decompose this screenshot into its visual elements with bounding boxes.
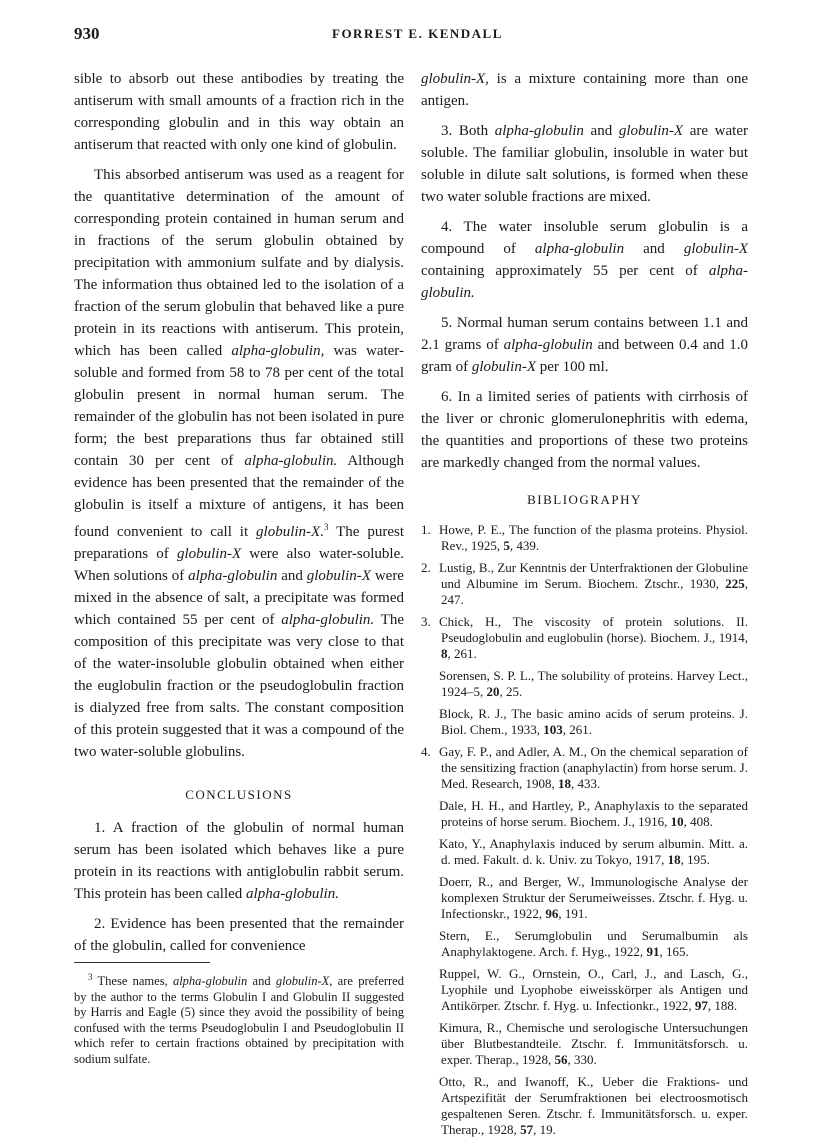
bibliography-entry: Kato, Y., Anaphylaxis induced by serum albumin. Mitt. a. d. med. Fakult. d. k. Univ. zu Tokyo, 1917, 18, 195. bbox=[439, 836, 748, 867]
running-head: FORREST E. KENDALL bbox=[332, 26, 503, 41]
footnote: $^3$ These names, alpha-globulin and globulin-X, are preferred by the author to the terms Globulin I and Globulin II suggested by Harris and Eagle (5) since they avoid the possibility of being confused with the terms Pseudoglobulin I and Pseudoglobulin II which refer to certain fractions obtained by precipitation with sodium sulfate. bbox=[74, 972, 404, 1066]
conclusion-2-continued: globulin-X, is a mixture containing more than one antigen. bbox=[421, 71, 748, 109]
bibliography-heading: BIBLIOGRAPHY bbox=[527, 492, 642, 507]
bibliography-entry: Dale, H. H., and Hartley, P., Anaphylaxis to the separated proteins of horse serum. Biochem. J., 1916, 10, 408. bbox=[439, 798, 748, 829]
page-header bbox=[74, 24, 744, 46]
conclusion-6: 6. In a limited series of patients with cirrhosis of the liver or chronic glomerulonephritis with edema, the quantities and proportions of these two proteins are markedly changed from the normal values. bbox=[421, 389, 748, 471]
bibliography-entry: Kimura, R., Chemische und serologische Untersuchungen über Blutbestandteile. Ztschr. f. Immunitätsforsch. u. exper. Therap., 1928, 56, 330. bbox=[439, 1020, 748, 1067]
bibliography-entry: Stern, E., Serumglobulin und Serumalbumin als Anaphylaktogene. Arch. f. Hyg., 1922, 91, 165. bbox=[439, 928, 748, 959]
paragraph-continued: sible to absorb out these antibodies by treating the antiserum with small amounts of a fraction rich in the corresponding globulin and in this way obtain an antiserum that reacted with only one kind of globulin. bbox=[74, 71, 404, 153]
bibliography-entry: Block, R. J., The basic amino acids of serum proteins. J. Biol. Chem., 1933, 103, 261. bbox=[439, 706, 748, 737]
paragraph-absorbed-antiserum: This absorbed antiserum was used as a reagent for the quantitative determination of the amount of corresponding protein contained in human serum and in fractions of the serum globulin obtained by precipitation with ammonium sulfate and by dialysis. The information thus obtained led to the isolation of a fraction of the serum globulin that behaved like a pure protein in its reactions with antiserum. This protein, which has been called alpha-globulin, was water-soluble and formed from 58 to 78 per cent of the total globulin present in normal human serum. The remainder of the globulin has not been isolated in pure form; the best preparations thus far obtained still contain 30 per cent of alpha-globulin. Although evidence has been presented that the remainder of the globulin is itself a mixture of antigens, it has been found convenient to call it globulin-X.$^3$ The purest preparations of globulin-X were also water-soluble. When solutions of alpha-globulin and globulin-X were mixed in the absence of salt, a precipitate was formed which contained 55 per cent of alpha-globulin. The composition of this precipitate was very close to that of the water-insoluble globulin obtained when either the euglobulin fraction or the pseudoglobulin fraction is dialyzed free from salts. The constant composition of this protein suggested that it was a compound of the two water-soluble globulins. bbox=[74, 167, 404, 760]
right-column bbox=[421, 68, 748, 1144]
footnote-divider bbox=[74, 962, 210, 963]
bibliography-entry: Ruppel, W. G., Ornstein, O., Carl, J., and Lasch, G., Lyophile und Lyophobe eiweisskörper als Antigen und Antikörper. Ztschr. f. Hyg. u. Infectionkr., 1922, 97, 188. bbox=[439, 966, 748, 1013]
left-column bbox=[74, 68, 404, 965]
bibliography-entry: 1. Howe, P. E., The function of the plasma proteins. Physiol. Rev., 1925, 5, 439. bbox=[421, 522, 748, 553]
conclusions-heading: CONCLUSIONS bbox=[185, 787, 293, 802]
conclusion-4: 4. The water insoluble serum globulin is a compound of alpha-globulin and globulin-X containing approximately 55 per cent of alpha-globulin. bbox=[421, 219, 748, 301]
footnote-ref: 3 bbox=[323, 522, 329, 532]
conclusion-1: 1. A fraction of the globulin of normal human serum has been isolated which behaves like a pure protein in its reactions with antiglobulin rabbit serum. This protein has been called alpha-globulin. bbox=[74, 820, 404, 902]
bibliography-entry: 2. Lustig, B., Zur Kenntnis der Unterfraktionen der Globuline und Albumine im Serum. Biochem. Ztschr., 1930, 225, 247. bbox=[421, 560, 748, 607]
bibliography-entry: Sorensen, S. P. L., The solubility of proteins. Harvey Lect., 1924–5, 20, 25. bbox=[439, 668, 748, 699]
bibliography-entry: Doerr, R., and Berger, W., Immunologische Analyse der komplexen Struktur der Serumeiweisses. Ztschr. f. Hyg. u. Infectionskr., 1922, 96, 191. bbox=[439, 874, 748, 921]
bibliography-list bbox=[421, 522, 748, 1138]
bibliography-entry: Otto, R., and Iwanoff, K., Ueber die Fraktions- und Artspezifität der Serumfraktionen bei electroosmotisch gespaltenen Seren. Ztschr. f. Immunitätsforsch. u. exper. Therap., 1928, 57, 19. bbox=[439, 1074, 748, 1137]
page-number: 930 bbox=[74, 24, 100, 43]
conclusion-3: 3. Both alpha-globulin and globulin-X are water soluble. The familiar globulin, insoluble in water but soluble in dilute salt solutions, is formed when these two water soluble fractions are mixed. bbox=[421, 123, 748, 205]
conclusion-2: 2. Evidence has been presented that the remainder of the globulin, called for convenience bbox=[74, 916, 404, 954]
bibliography-entry: 3. Chick, H., The viscosity of protein solutions. II. Pseudoglobulin and euglobulin (horse). Biochem. J., 1914, 8, 261. bbox=[421, 614, 748, 661]
bibliography-entry: 4. Gay, F. P., and Adler, A. M., On the chemical separation of the sensitizing fraction (anaphylactin) from horse serum. J. Med. Research, 1908, 18, 433. bbox=[421, 744, 748, 791]
conclusion-5: 5. Normal human serum contains between 1.1 and 2.1 grams of alpha-globulin and between 0.4 and 1.0 gram of globulin-X per 100 ml. bbox=[421, 315, 748, 375]
